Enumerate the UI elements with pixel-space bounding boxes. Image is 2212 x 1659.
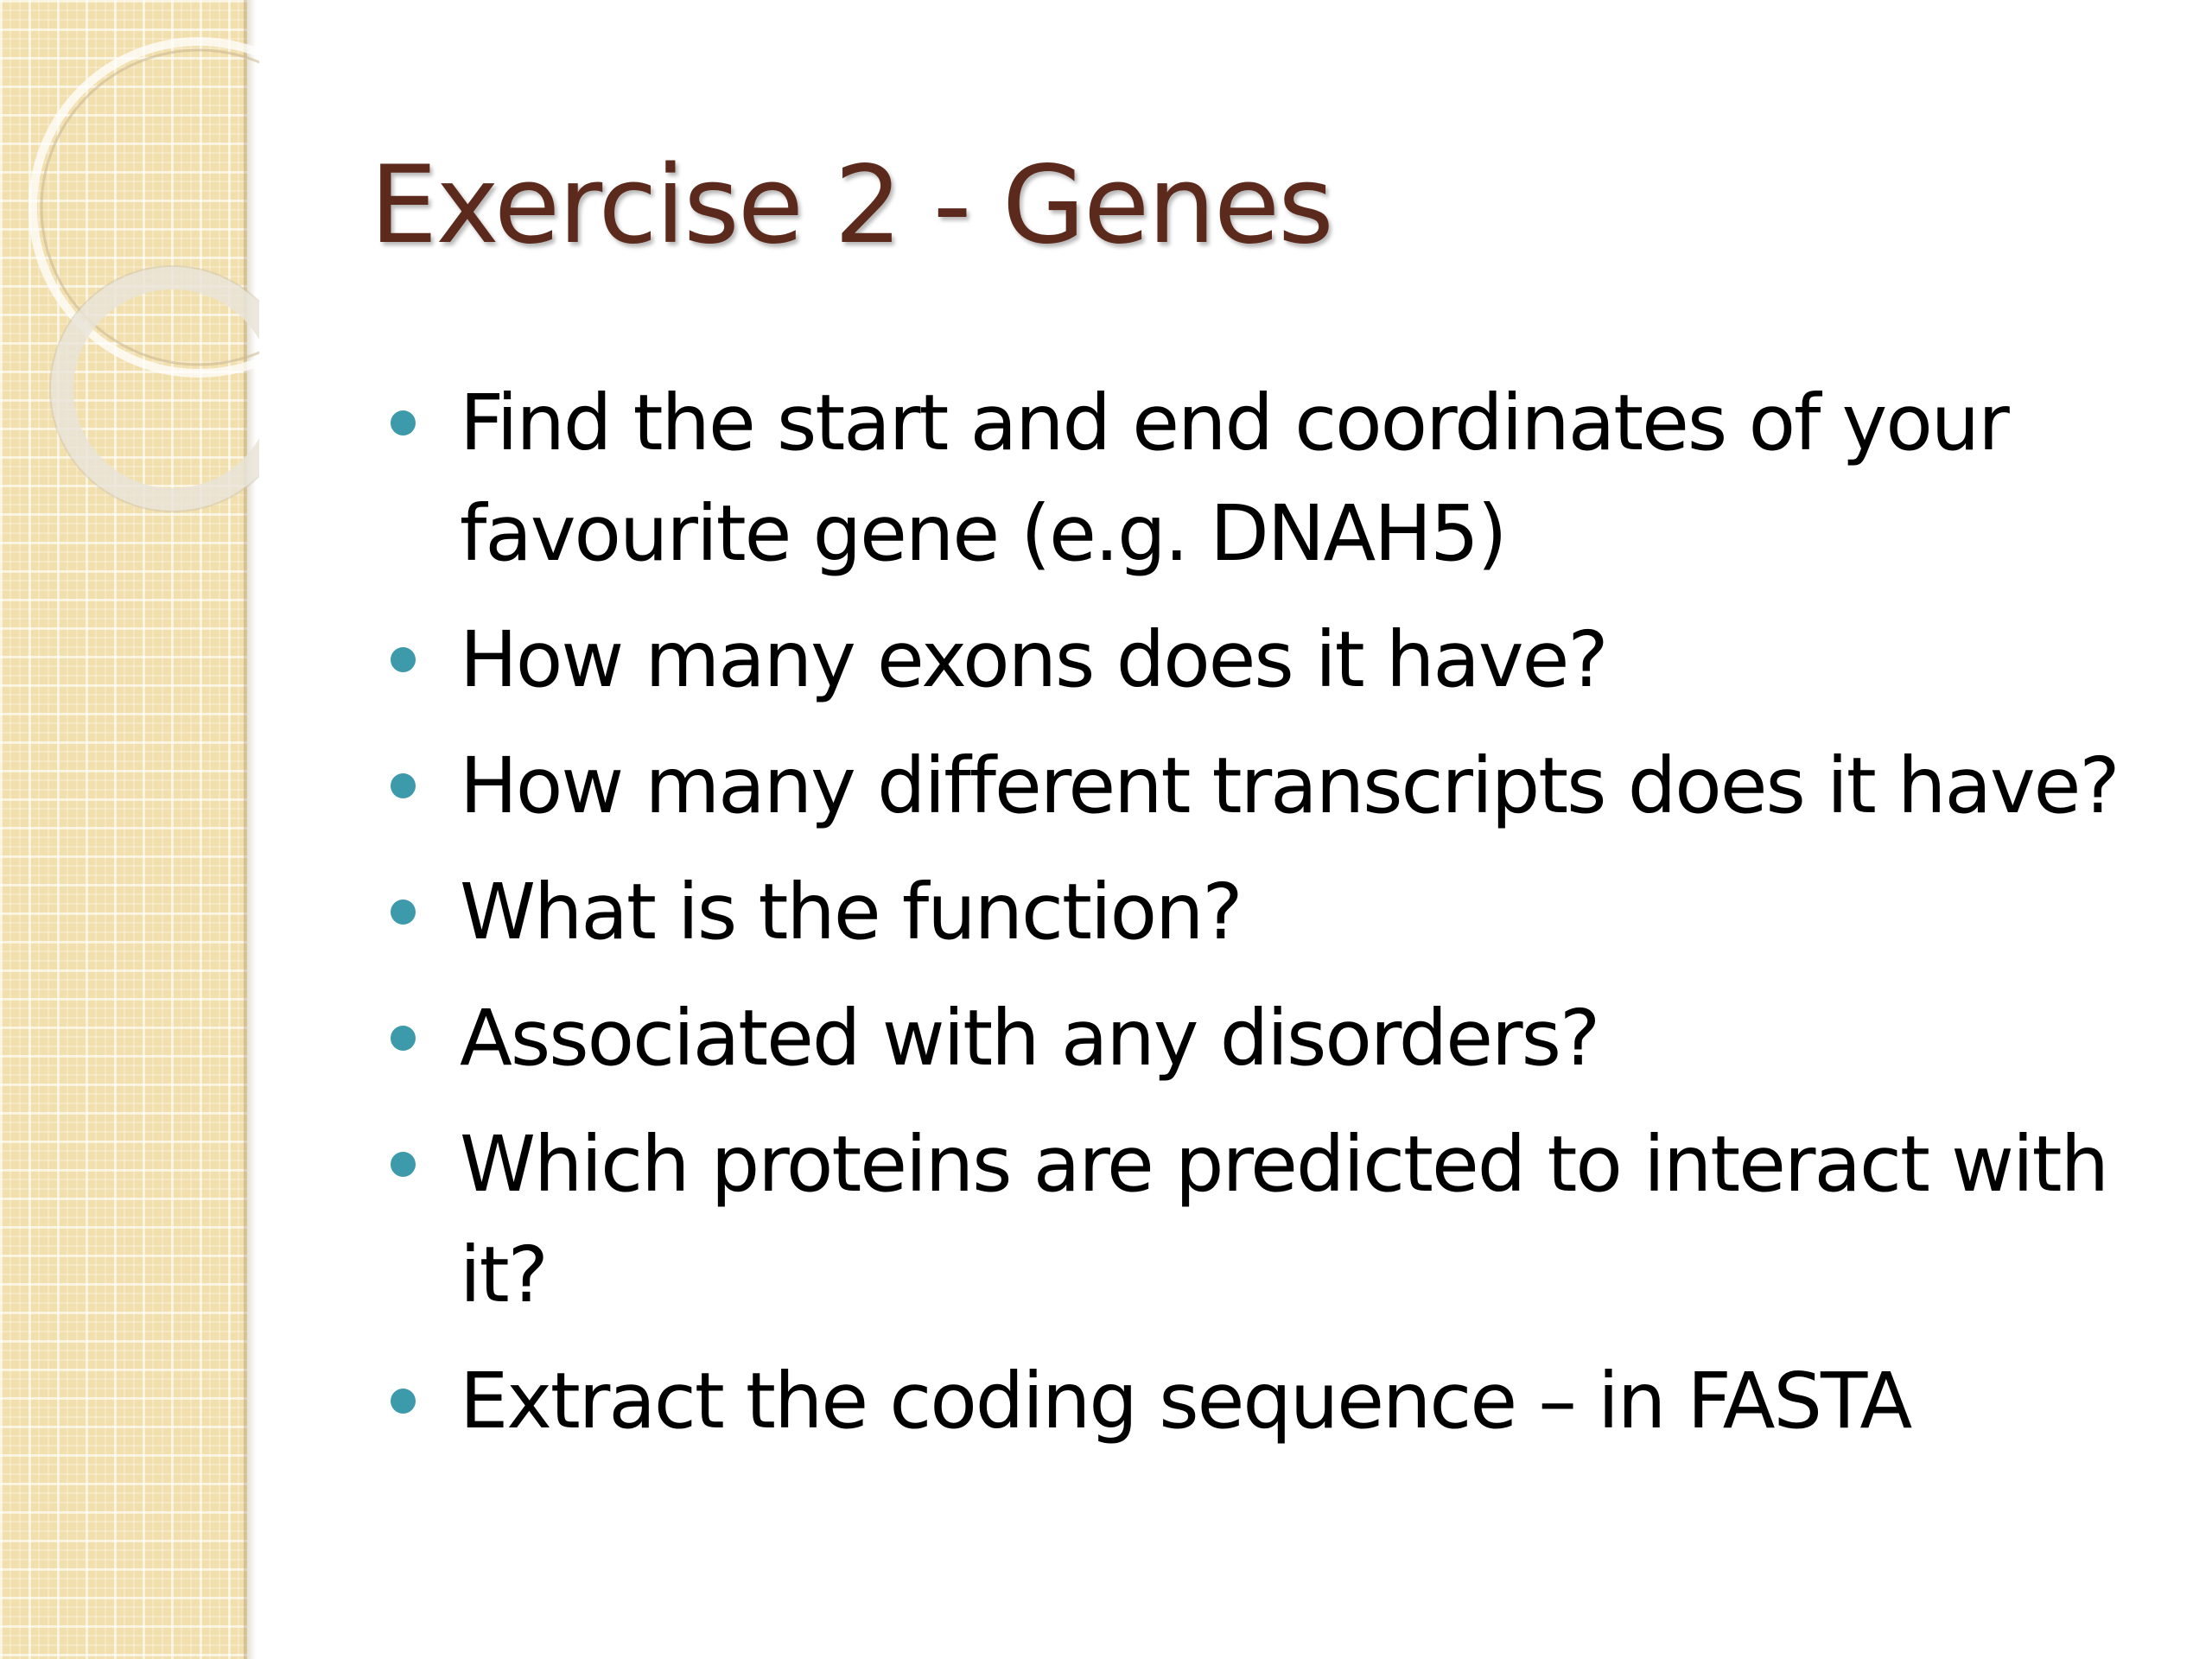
bullet-dot-icon: [391, 410, 416, 435]
bullet-text: How many exons does it have?: [460, 614, 1607, 704]
bullet-text: How many different transcripts does it have?: [460, 741, 2119, 830]
bullet-dot-icon: [391, 773, 416, 798]
bullet-dot-icon: [391, 899, 416, 925]
bullet-item: [391, 367, 2196, 588]
bullet-list: [391, 367, 2196, 1471]
bullet-dot-icon: [391, 1026, 416, 1051]
bullet-item: [391, 1345, 2196, 1456]
bullet-item: [391, 604, 2196, 715]
bullet-text: Associated with any disorders?: [460, 993, 1599, 1083]
bullet-text: Extract the coding sequence – in FASTA: [460, 1356, 1911, 1446]
bullet-item: [391, 856, 2196, 967]
slide-title: Exercise 2 - Genes: [370, 143, 1332, 268]
bullet-text: Find the start and end coordinates of your favourite gene (e.g. DNAH5): [460, 378, 2008, 578]
bullet-text: Which proteins are predicted to interact with it?: [460, 1119, 2107, 1319]
bullet-dot-icon: [391, 647, 416, 672]
bullet-text: What is the function?: [460, 867, 1242, 957]
bullet-item: [391, 982, 2196, 1093]
bullet-dot-icon: [391, 1152, 416, 1177]
decorative-rings: [0, 0, 259, 553]
bullet-item: [391, 1109, 2196, 1330]
bullet-dot-icon: [391, 1389, 416, 1414]
bullet-item: [391, 730, 2196, 841]
